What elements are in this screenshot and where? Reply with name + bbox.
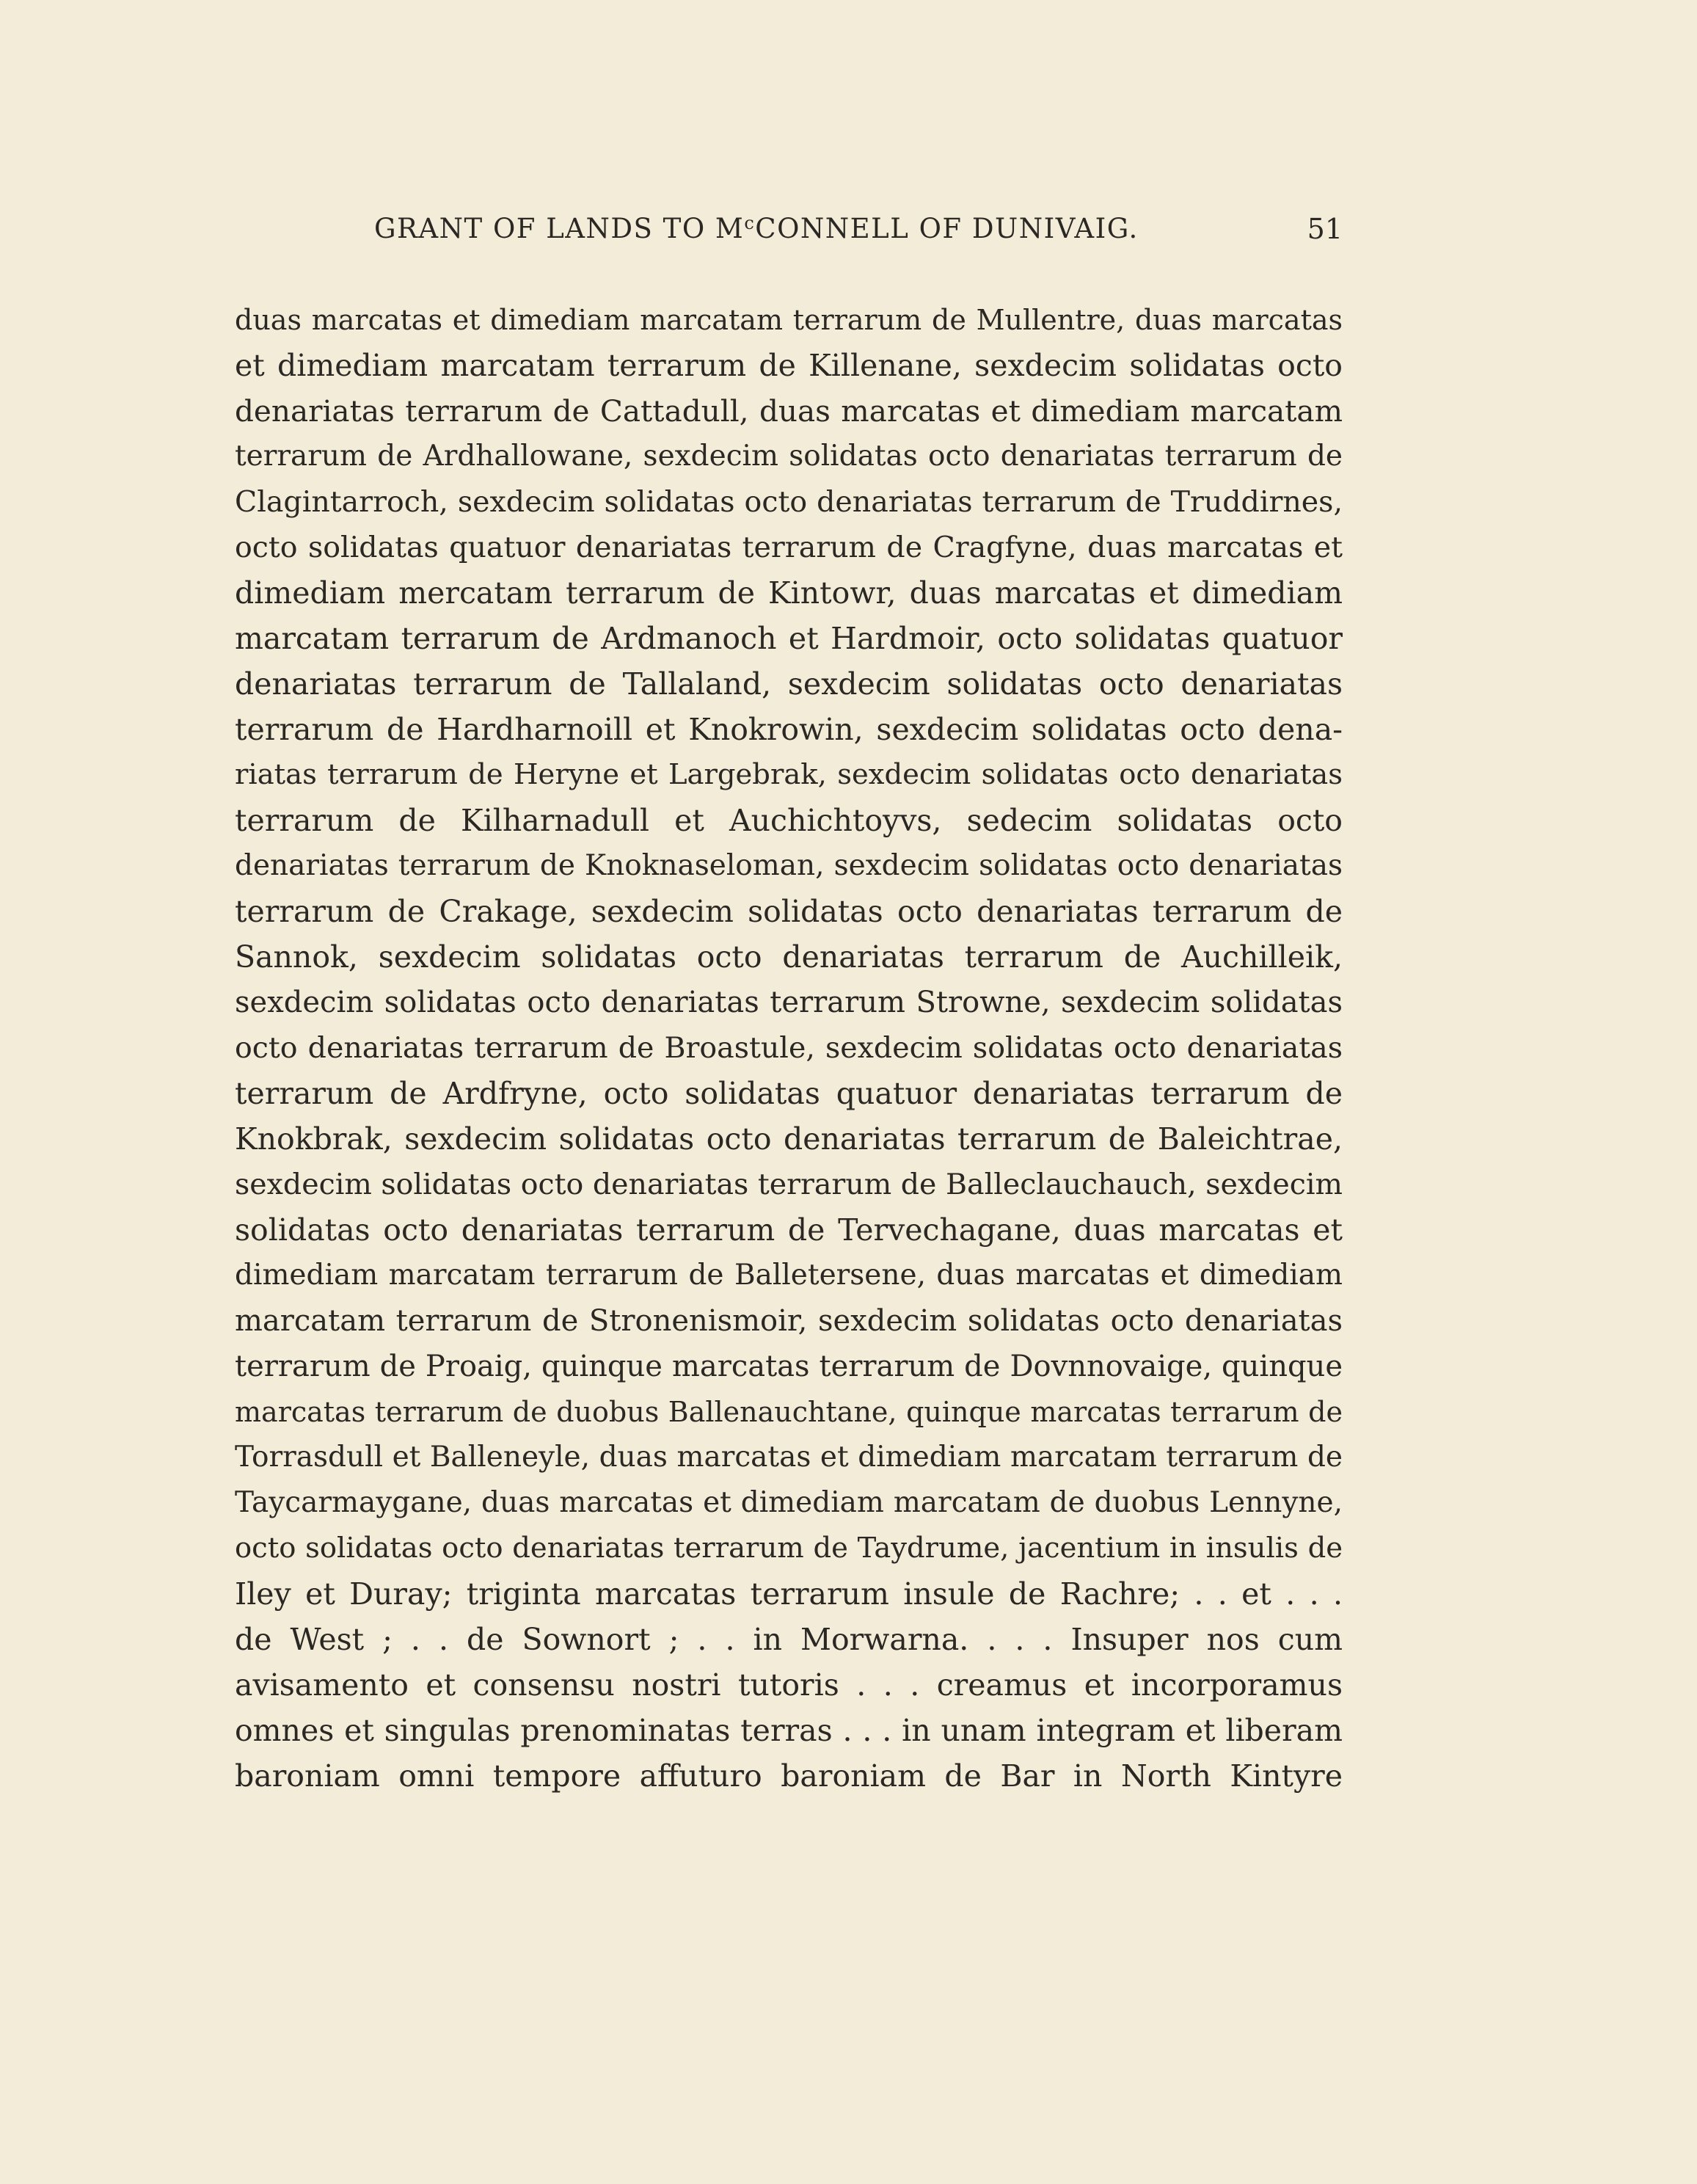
text-line: terrarum de Ardhallowane, sexdecim solidatas octo denariatas terrarum de [235,440,1343,473]
text-line: octo solidatas quatuor denariatas terrarum de Cragfyne, duas marcatas et [235,531,1343,564]
running-title-part-1: GRANT OF LANDS TO M [374,213,745,244]
text-line: denariatas terrarum de Tallaland, sexdecim solidatas octo denariatas [235,666,1343,702]
text-line: octo denariatas terrarum de Broastule, sexdecim solidatas octo denariatas [235,1031,1343,1065]
text-line: terrarum de Hardharnoill et Knokrowin, sexdecim solidatas octo dena- [235,712,1343,747]
text-line: baroniam omni tempore affuturo baroniam de Bar in North Kintyre [235,1758,1343,1794]
text-line: octo solidatas octo denariatas terrarum de Taydrume, jacentium in insulis de [235,1532,1343,1565]
text-line: solidatas octo denariatas terrarum de Tervechagane, duas marcatas et [235,1212,1343,1248]
text-line: omnes et singulas prenominatas terras . . . in unam integram et liberam [235,1713,1343,1748]
text-line: denariatas terrarum de Knoknaseloman, sexdecim solidatas octo denariatas [235,849,1343,882]
text-line: terrarum de Ardfryne, octo solidatas quatuor denariatas terrarum de [235,1076,1343,1111]
text-line: marcatam terrarum de Stronenismoir, sexdecim solidatas octo denariatas [235,1304,1343,1338]
text-line: avisamento et consensu nostri tutoris . . . creamus et incorporamus [235,1667,1343,1703]
running-header [374,213,1343,257]
text-line: marcatas terrarum de duobus Ballenauchtane, quinque marcatas terrarum de [235,1396,1343,1428]
text-line: riatas terrarum de Heryne et Largebrak, sexdecim solidatas octo denariatas [235,758,1343,791]
running-title-superscript: c [744,213,756,233]
page-number: 51 [1307,213,1343,245]
text-line: Iley et Duray; triginta marcatas terrarum insule de Rachre; . . et . . . [235,1576,1343,1612]
running-title-part-2: CONNELL OF DUNIVAIG. [755,213,1139,244]
text-line: Torrasdull et Balleneyle, duas marcatas et dimediam marcatam terrarum de [235,1441,1343,1474]
text-line: Knokbrak, sexdecim solidatas octo denariatas terrarum de Baleichtrae, [235,1121,1343,1157]
text-line: marcatam terrarum de Ardmanoch et Hardmoir, octo solidatas quatuor [235,621,1343,656]
text-line: et dimediam marcatam terrarum de Killenane, sexdecim solidatas octo [235,348,1343,383]
body-text [235,297,1343,1799]
running-title [374,213,1139,244]
text-line: terrarum de Proaig, quinque marcatas terrarum de Dovnnovaige, quinque [235,1350,1343,1383]
text-line: terrarum de Kilharnadull et Auchichtoyvs, sedecim solidatas octo [235,803,1343,838]
text-line: sexdecim solidatas octo denariatas terrarum de Balleclauchauch, sexdecim [235,1168,1343,1201]
text-line: Sannok, sexdecim solidatas octo denariatas terrarum de Auchilleik, [235,939,1343,975]
text-line: dimediam mercatam terrarum de Kintowr, duas marcatas et dimediam [235,575,1343,611]
text-line: terrarum de Crakage, sexdecim solidatas octo denariatas terrarum de [235,894,1343,929]
text-line: duas marcatas et dimediam marcatam terrarum de Mullentre, duas marcatas [235,304,1343,336]
text-line: Taycarmaygane, duas marcatas et dimediam marcatam de duobus Lennyne, [235,1486,1343,1519]
text-line: sexdecim solidatas octo denariatas terrarum Strowne, sexdecim solidatas [235,986,1343,1019]
text-line: Clagintarroch, sexdecim solidatas octo denariatas terrarum de Truddirnes, [235,485,1343,519]
text-line: denariatas terrarum de Cattadull, duas marcatas et dimediam marcatam [235,393,1343,429]
text-line: dimediam marcatam terrarum de Balletersene, duas marcatas et dimediam [235,1259,1343,1292]
text-line: de West ; . . de Sownort ; . . in Morwarna. . . . Insuper nos cum [235,1622,1343,1657]
